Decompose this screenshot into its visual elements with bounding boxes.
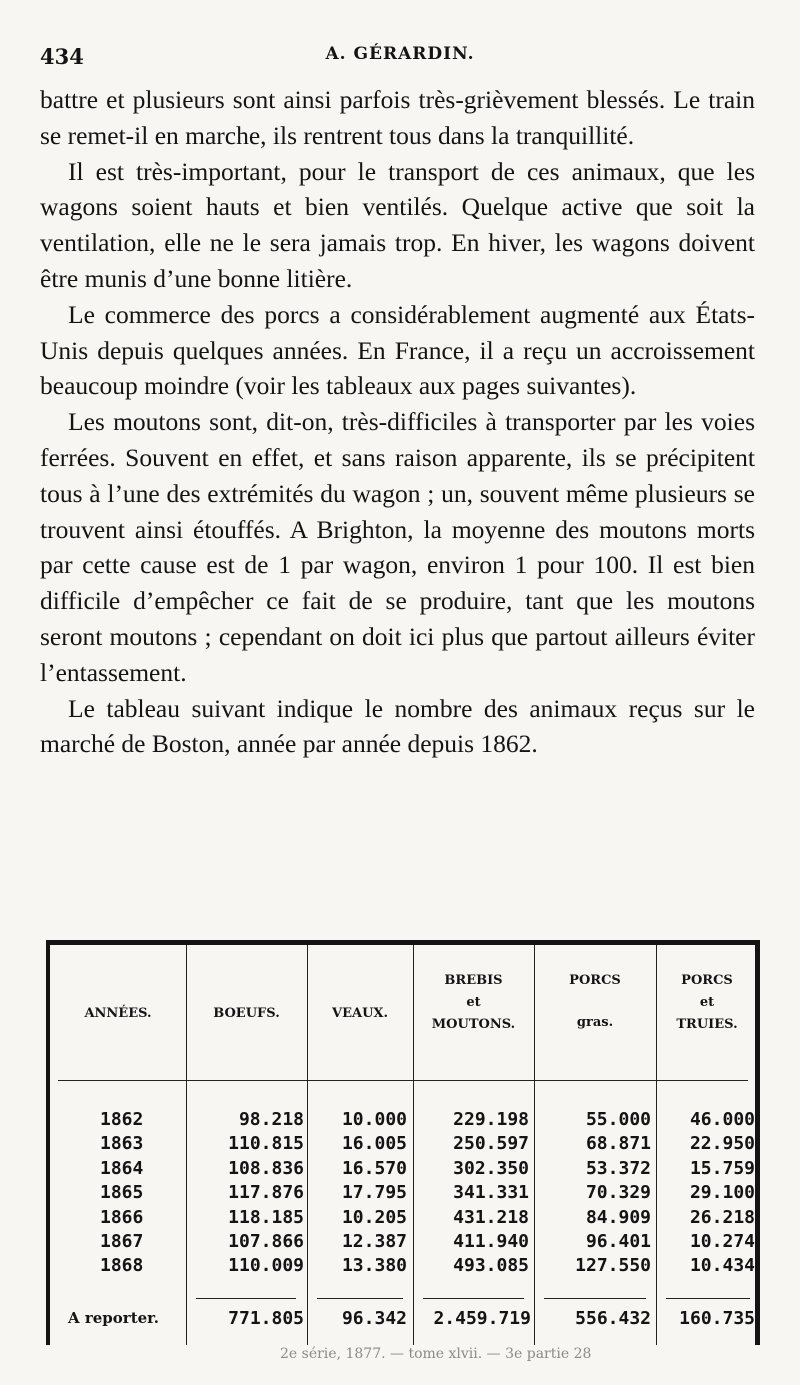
table-cell: 15.759 <box>689 1157 755 1179</box>
table-cell: 493.085 <box>453 1255 529 1277</box>
table-cell: 53.372 <box>585 1157 651 1179</box>
table-cell: 250.597 <box>453 1133 529 1155</box>
brebis-column <box>413 1108 529 1279</box>
total-brebis: 2.459.719 <box>433 1308 531 1329</box>
header-boeufs: BOEUFS. <box>213 1006 280 1021</box>
table-cell: 84.909 <box>585 1206 651 1228</box>
table-cell: 302.350 <box>453 1157 529 1179</box>
paragraph-2: Il est très-important, pour le transport de ces animaux, que les wagons soient hauts et bien ventilés. Quelque active que soit la ventilation, elle ne le sera jamais trop. En hiver, les wagons doivent être munis d’une bonne litière. <box>40 156 755 293</box>
page-number: 434 <box>40 44 84 69</box>
paragraph-3: Le commerce des porcs a considérablement augmenté aux États-Unis depuis quelques années. En France, il a reçu un accroissement beaucoup moindre (voir les tableaux aux pages suivantes). <box>40 299 755 401</box>
table-cell: 26.218 <box>689 1206 755 1228</box>
table-cell: 96.401 <box>585 1230 651 1252</box>
header-brebis <box>413 970 534 1036</box>
total-label: A reporter. <box>68 1309 159 1327</box>
header-brebis-line2: et <box>466 995 481 1010</box>
table-cell: 110.009 <box>228 1255 304 1277</box>
table-cell: 1862 <box>100 1109 144 1130</box>
table-cell: 17.795 <box>341 1182 407 1204</box>
total-rule <box>196 1298 296 1299</box>
header-veaux: VEAUX. <box>331 1006 389 1021</box>
table-cell: 1863 <box>100 1133 144 1155</box>
header-porcs-gras-line2: gras. <box>576 1015 614 1030</box>
table-cell: 127.550 <box>575 1255 651 1277</box>
table-cell: 10.434 <box>689 1255 755 1277</box>
table-cell: 10.274 <box>689 1230 755 1252</box>
header-porcs-gras <box>534 970 656 1034</box>
total-rule <box>544 1298 646 1299</box>
table-cell: 16.570 <box>341 1157 407 1179</box>
header-porcs-truies-line1: PORCS <box>681 973 733 988</box>
page-header <box>40 44 760 72</box>
porcs-truies-column <box>656 1108 755 1279</box>
paragraph-1: battre et plusieurs sont ainsi parfois très-grièvement blessés. Le train se remet-il en marche, ils rentrent tous dans la tranquillité. <box>40 85 755 150</box>
table-cell: 70.329 <box>585 1182 651 1204</box>
running-head: A. GÉRARDIN. <box>325 44 475 64</box>
table-cell: 1866 <box>100 1206 144 1228</box>
header-porcs-truies <box>656 970 758 1036</box>
table-cell: 12.387 <box>341 1230 407 1252</box>
table-cell: 55.000 <box>585 1109 651 1130</box>
header-porcs-truies-line2: et <box>699 995 715 1010</box>
table-cell: 1867 <box>100 1230 144 1252</box>
body-text <box>40 82 755 762</box>
table-cell: 108.836 <box>228 1157 304 1179</box>
table-cell: 98.218 <box>238 1109 304 1130</box>
header-brebis-line1: BREBIS <box>444 973 503 988</box>
table-cell: 68.871 <box>585 1133 651 1155</box>
veaux-column <box>307 1108 407 1279</box>
header-porcs-gras-line1: PORCS <box>569 973 621 988</box>
porcs-gras-column <box>534 1108 651 1279</box>
total-rule <box>666 1298 750 1299</box>
total-veaux: 96.342 <box>341 1308 407 1329</box>
table-cell: 118.185 <box>228 1206 304 1228</box>
table-cell: 341.331 <box>453 1182 529 1204</box>
total-rule <box>317 1298 403 1299</box>
header-annees: ANNÉES. <box>84 1006 152 1021</box>
table-cell: 13.380 <box>341 1255 407 1277</box>
boeufs-column <box>186 1108 304 1279</box>
table-cell: 1864 <box>100 1157 144 1179</box>
paragraph-5: Le tableau suivant indique le nombre des animaux reçus sur le marché de Boston, année par année depuis 1862. <box>40 693 755 759</box>
total-porcs-truies: 160.735 <box>679 1308 755 1329</box>
table-cell: 229.198 <box>453 1109 529 1130</box>
header-brebis-line3: MOUTONS. <box>431 1017 516 1032</box>
table-cell: 46.000 <box>689 1109 755 1130</box>
table-cell: 110.815 <box>228 1133 304 1155</box>
table-cell: 22.950 <box>689 1133 755 1155</box>
header-porcs-truies-line3: TRUIES. <box>676 1017 738 1032</box>
table-cell: 411.940 <box>453 1230 529 1252</box>
total-rule <box>423 1298 524 1299</box>
paragraph-4: Les moutons sont, dit-on, très-difficiles à transporter par les voies ferrées. Souvent en effet, et sans raison apparente, ils se précipitent tous à l’une des extrémités du wagon ; un, souvent même plusieurs se trouvent ainsi étouffés. A Brighton, la moyenne des moutons morts par cette cause est de 1 par wagon, environ 1 pour 100. Il est bien difficile d’empêcher ce fait de se produire, tant que les moutons seront moutons ; cependant on doit ici plus que partout ailleurs éviter l’entassement. <box>40 407 755 687</box>
total-boeufs: 771.805 <box>228 1308 304 1329</box>
total-porcs-gras: 556.432 <box>575 1308 651 1329</box>
table-cell: 431.218 <box>453 1206 529 1228</box>
page-footer: 2e série, 1877. — tome xlvii. — 3e partie 28 <box>280 1346 592 1362</box>
table-cell: 10.205 <box>341 1206 407 1228</box>
table-cell: 16.005 <box>341 1133 407 1155</box>
table-cell: 29.100 <box>689 1182 755 1204</box>
years-column <box>100 1108 143 1279</box>
table-cell: 10.000 <box>341 1109 407 1130</box>
boston-market-table <box>46 940 760 1345</box>
table-cell: 117.876 <box>228 1182 304 1204</box>
table-cell: 1868 <box>100 1255 144 1277</box>
header-rule <box>58 1080 748 1081</box>
table-cell: 1865 <box>100 1182 144 1204</box>
table-cell: 107.866 <box>228 1230 304 1252</box>
